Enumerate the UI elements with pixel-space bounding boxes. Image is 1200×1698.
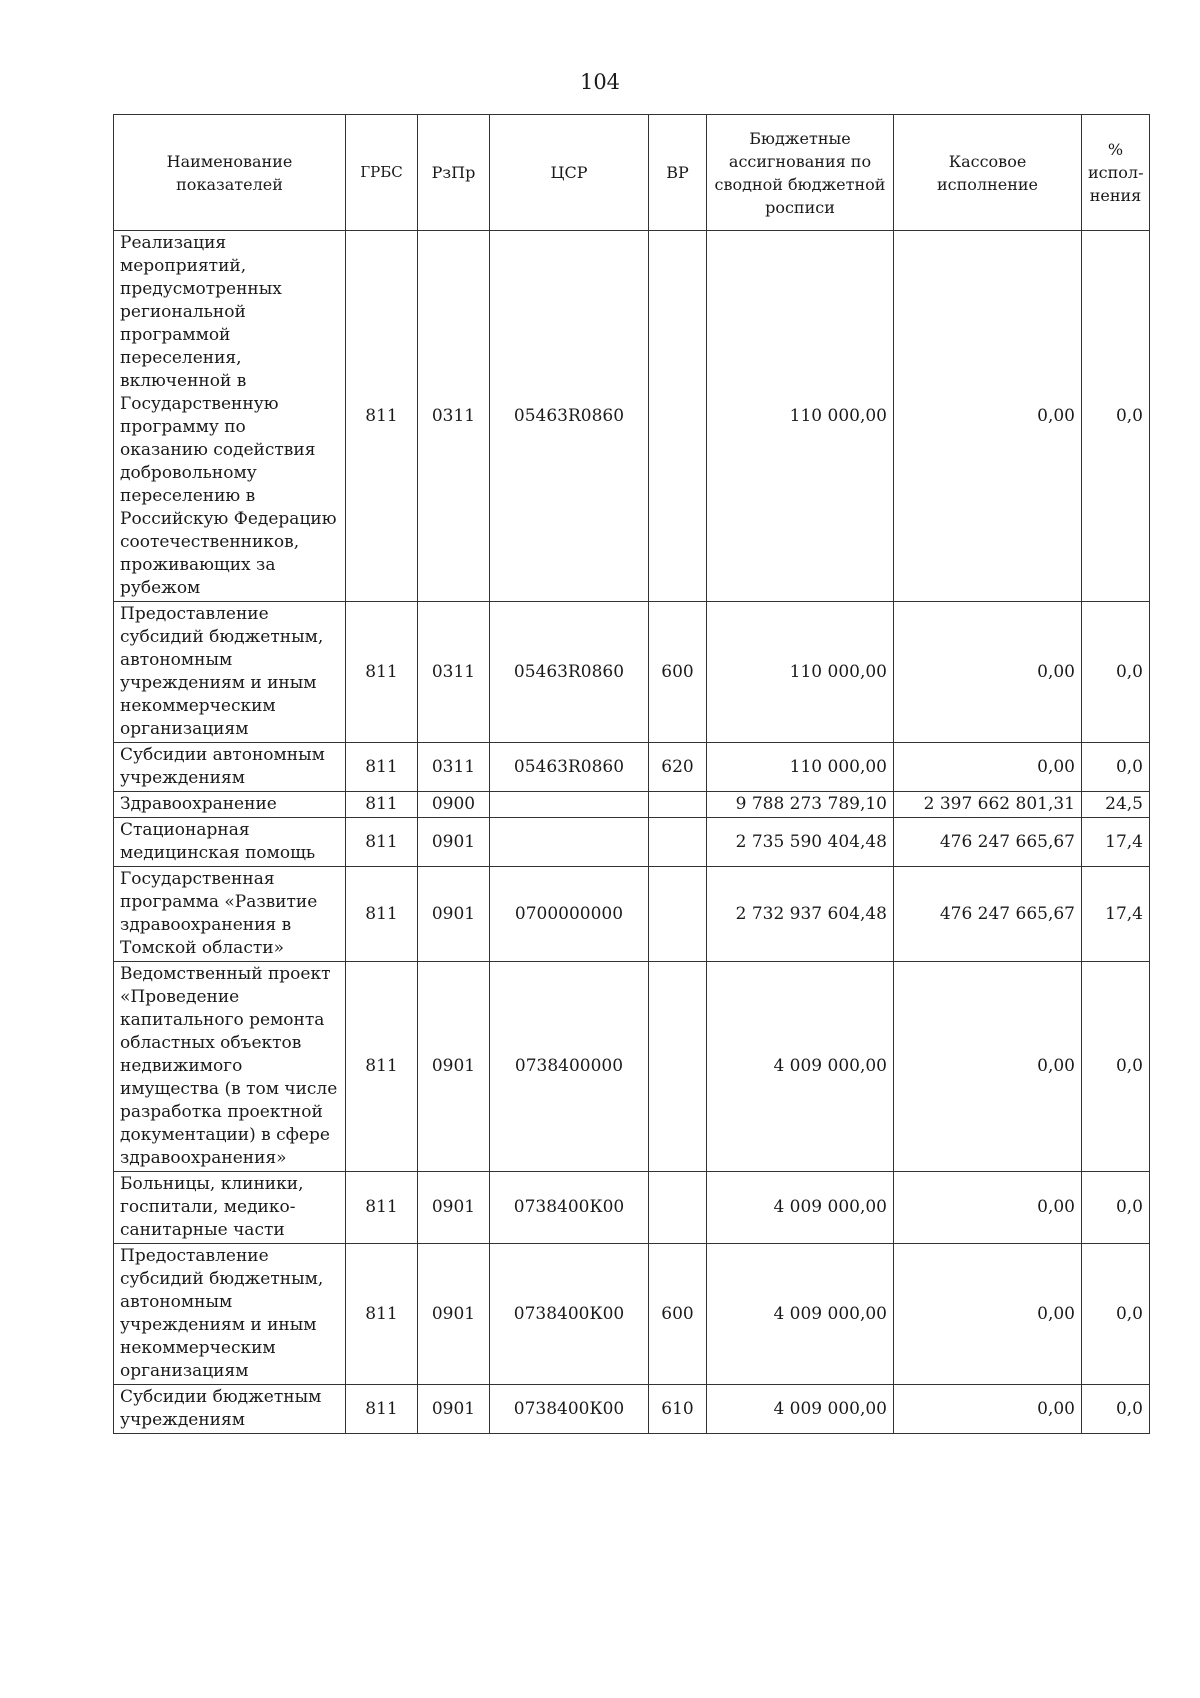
- row-csr: 0738400К00: [490, 1385, 649, 1434]
- budget-execution-table: [113, 114, 1150, 1434]
- header-execution-percent: % испол-нения: [1082, 115, 1150, 231]
- row-rzpr: 0311: [418, 743, 490, 792]
- row-csr: 0700000000: [490, 867, 649, 962]
- row-vr: [649, 962, 707, 1172]
- row-name: Здравоохранение: [114, 792, 346, 818]
- header-cash-execution: Кассовое исполнение: [894, 115, 1082, 231]
- header-csr: ЦСР: [490, 115, 649, 231]
- row-csr: 05463R0860: [490, 602, 649, 743]
- row-percent: 0,0: [1082, 602, 1150, 743]
- row-rzpr: 0901: [418, 1385, 490, 1434]
- row-csr: [490, 818, 649, 867]
- table-row: [114, 1172, 1150, 1244]
- row-vr: [649, 792, 707, 818]
- row-cash: 0,00: [894, 1244, 1082, 1385]
- row-percent: 24,5: [1082, 792, 1150, 818]
- row-name: Ведомственный проект «Проведение капитального ремонта областных объектов недвижимого имущества (в том числе разработка проектной документации) в сфере здравоохранения»: [114, 962, 346, 1172]
- row-name: Субсидии бюджетным учреждениям: [114, 1385, 346, 1434]
- table-row: [114, 1244, 1150, 1385]
- row-grbs: 811: [346, 867, 418, 962]
- row-name: Предоставление субсидий бюджетным, автономным учреждениям и иным некоммерческим организациям: [114, 1244, 346, 1385]
- table-row: [114, 602, 1150, 743]
- table-row: [114, 231, 1150, 602]
- row-percent: 0,0: [1082, 962, 1150, 1172]
- row-assignments: 110 000,00: [707, 602, 894, 743]
- table-row: [114, 962, 1150, 1172]
- table-row: [114, 867, 1150, 962]
- row-assignments: 4 009 000,00: [707, 1172, 894, 1244]
- row-percent: 0,0: [1082, 743, 1150, 792]
- row-percent: 0,0: [1082, 1244, 1150, 1385]
- row-vr: 620: [649, 743, 707, 792]
- row-vr: [649, 867, 707, 962]
- row-vr: [649, 231, 707, 602]
- row-name: Государственная программа «Развитие здравоохранения в Томской области»: [114, 867, 346, 962]
- row-name: Больницы, клиники, госпитали, медико-санитарные части: [114, 1172, 346, 1244]
- row-grbs: 811: [346, 792, 418, 818]
- row-grbs: 811: [346, 1244, 418, 1385]
- row-assignments: 4 009 000,00: [707, 962, 894, 1172]
- table-row: [114, 792, 1150, 818]
- row-assignments: 2 735 590 404,48: [707, 818, 894, 867]
- row-assignments: 110 000,00: [707, 231, 894, 602]
- table-row: [114, 818, 1150, 867]
- row-name: Стационарная медицинская помощь: [114, 818, 346, 867]
- row-csr: 0738400К00: [490, 1244, 649, 1385]
- row-cash: 476 247 665,67: [894, 867, 1082, 962]
- row-cash: 2 397 662 801,31: [894, 792, 1082, 818]
- row-csr: 0738400000: [490, 962, 649, 1172]
- row-grbs: 811: [346, 1172, 418, 1244]
- row-grbs: 811: [346, 818, 418, 867]
- row-vr: [649, 1172, 707, 1244]
- row-percent: 17,4: [1082, 818, 1150, 867]
- page-number: 104: [579, 70, 621, 94]
- row-rzpr: 0311: [418, 602, 490, 743]
- row-vr: 600: [649, 602, 707, 743]
- row-grbs: 811: [346, 962, 418, 1172]
- row-rzpr: 0900: [418, 792, 490, 818]
- row-cash: 0,00: [894, 602, 1082, 743]
- row-grbs: 811: [346, 231, 418, 602]
- row-name: Предоставление субсидий бюджетным, автономным учреждениям и иным некоммерческим организациям: [114, 602, 346, 743]
- row-csr: 0738400К00: [490, 1172, 649, 1244]
- table-row: [114, 743, 1150, 792]
- row-percent: 0,0: [1082, 231, 1150, 602]
- row-rzpr: 0311: [418, 231, 490, 602]
- row-rzpr: 0901: [418, 867, 490, 962]
- row-rzpr: 0901: [418, 1244, 490, 1385]
- header-vr: ВР: [649, 115, 707, 231]
- row-percent: 0,0: [1082, 1172, 1150, 1244]
- row-rzpr: 0901: [418, 1172, 490, 1244]
- table-row: [114, 1385, 1150, 1434]
- row-cash: 476 247 665,67: [894, 818, 1082, 867]
- row-vr: [649, 818, 707, 867]
- row-cash: 0,00: [894, 231, 1082, 602]
- row-assignments: 110 000,00: [707, 743, 894, 792]
- row-csr: [490, 792, 649, 818]
- row-cash: 0,00: [894, 743, 1082, 792]
- row-cash: 0,00: [894, 1385, 1082, 1434]
- row-assignments: 4 009 000,00: [707, 1385, 894, 1434]
- row-name: Реализация мероприятий, предусмотренных региональной программой переселения, включенной в Государственную программу по оказанию содействия добровольному переселению в Российскую Федерацию соотечественников, проживающих за рубежом: [114, 231, 346, 602]
- row-assignments: 2 732 937 604,48: [707, 867, 894, 962]
- row-vr: 610: [649, 1385, 707, 1434]
- row-grbs: 811: [346, 743, 418, 792]
- row-grbs: 811: [346, 1385, 418, 1434]
- row-grbs: 811: [346, 602, 418, 743]
- row-cash: 0,00: [894, 962, 1082, 1172]
- table-header-row: [114, 115, 1150, 231]
- row-csr: 05463R0860: [490, 231, 649, 602]
- row-csr: 05463R0860: [490, 743, 649, 792]
- row-assignments: 4 009 000,00: [707, 1244, 894, 1385]
- row-percent: 0,0: [1082, 1385, 1150, 1434]
- row-percent: 17,4: [1082, 867, 1150, 962]
- row-rzpr: 0901: [418, 818, 490, 867]
- header-rzpr: РзПр: [418, 115, 490, 231]
- row-vr: 600: [649, 1244, 707, 1385]
- row-assignments: 9 788 273 789,10: [707, 792, 894, 818]
- header-name: Наименование показателей: [114, 115, 346, 231]
- header-budget-assignments: Бюджетные ассигнования по сводной бюджетной росписи: [707, 115, 894, 231]
- row-cash: 0,00: [894, 1172, 1082, 1244]
- header-grbs: ГРБС: [346, 115, 418, 231]
- row-name: Субсидии автономным учреждениям: [114, 743, 346, 792]
- row-rzpr: 0901: [418, 962, 490, 1172]
